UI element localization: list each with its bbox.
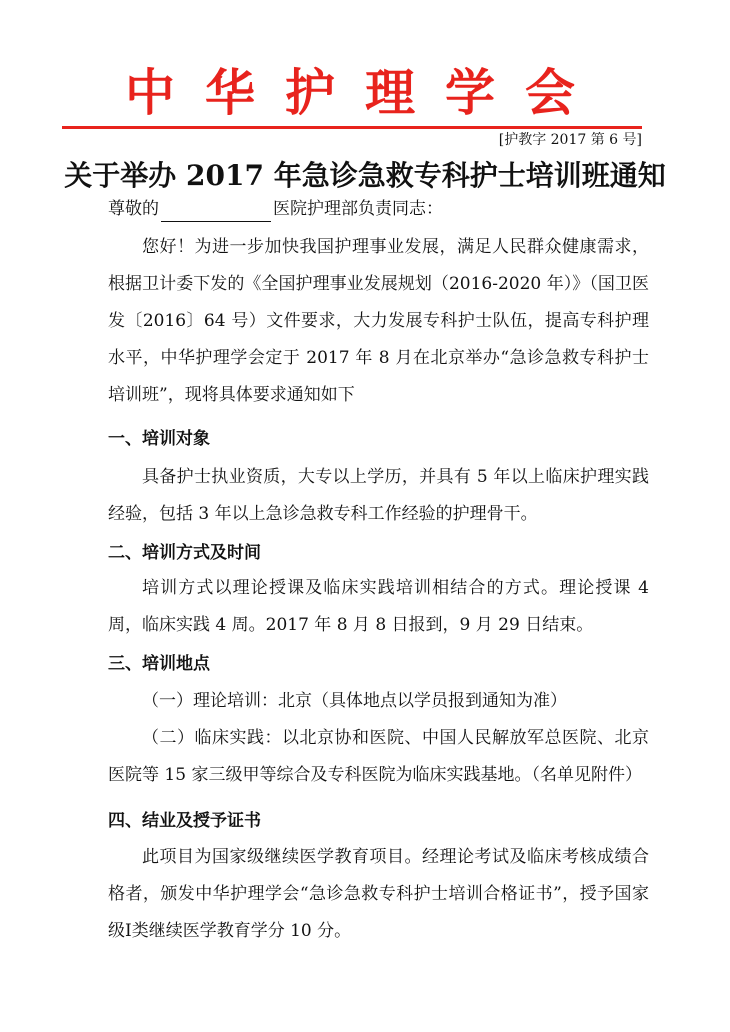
section-paragraph-method-time: 培训方式以理论授课及临床实践培训相结合的方式。理论授课 4 周，临床实践 4 周。2017 年 8 月 8 日报到，9 月 29 日结束。: [108, 578, 649, 635]
salutation-suffix: 医院护理部负责同志：: [273, 199, 443, 219]
section-heading-method-time: 二、培训方式及时间: [108, 543, 261, 563]
section-heading-trainees: 一、培训对象: [108, 429, 210, 449]
section-paragraph-trainees: 具备护士执业资质，大专以上学历，并具有 5 年以上临床护理实践经验，包括 3 年以上急诊急救专科工作经验的护理骨干。: [108, 467, 649, 524]
section-paragraph-clinical-location: （二）临床实践：以北京协和医院、中国人民解放军总医院、北京医院等 15 家三级甲等综合及专科医院为临床实践基地。（名单见附件）: [108, 728, 649, 785]
salutation-prefix: 尊敬的: [108, 199, 159, 219]
salutation-blank-line: [161, 203, 271, 222]
section-heading-certificate: 四、结业及授予证书: [108, 811, 261, 831]
section-heading-location: 三、培训地点: [108, 654, 210, 674]
section-paragraph-theory-location: （一）理论培训：北京（具体地点以学员报到通知为准）: [142, 691, 567, 711]
salutation: [108, 196, 443, 222]
document-number: [护教字 2017 第 6 号]: [498, 132, 642, 148]
section-paragraph-certificate: 此项目为国家级继续医学教育项目。经理论考试及临床考核成绩合格者，颁发中华护理学会“急诊急救专科护士培训合格证书”，授予国家级Ⅰ类继续医学教育学分 10 分。: [108, 847, 649, 941]
document-title: 关于举办 2017 年急诊急救专科护士培训班通知: [64, 159, 666, 192]
letterhead-org-name: 中华护理学会: [125, 64, 605, 122]
letterhead-red-rule: [62, 126, 642, 129]
intro-paragraph: 您好！为进一步加快我国护理事业发展，满足人民群众健康需求，根据卫计委下发的《全国护理事业发展规划（2016-2020 年）》（国卫医发〔2016〕64 号）文件要求，大力发展专科护士队伍，提高专科护理水平，中华护理学会定于 2017 年 8 月在北京举办“急诊急救专科护士培训班”，现将具体要求通知如下: [108, 237, 649, 405]
